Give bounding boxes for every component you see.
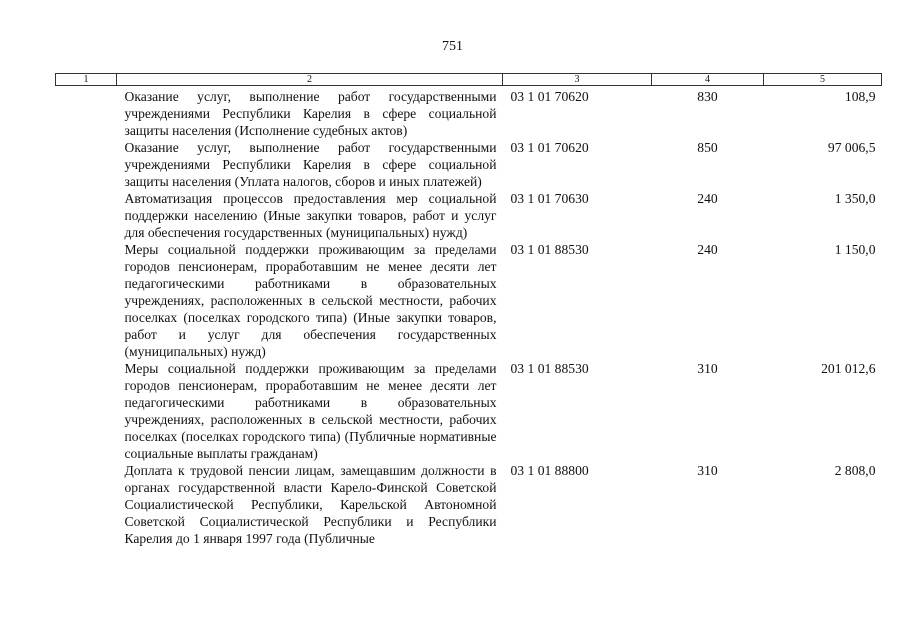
row-amount: 201 012,6 [821,361,876,376]
row-col1 [56,360,117,462]
row-type: 310 [697,361,718,376]
table-row [56,86,882,140]
table-row [56,462,882,547]
column-header-1: 1 [56,74,117,86]
row-col1 [56,86,117,140]
page-number: 751 [442,39,463,54]
row-code: 03 1 01 70630 [510,191,589,206]
row-col1 [56,190,117,241]
row-amount: 1 350,0 [834,191,876,206]
column-header-4: 4 [652,74,764,86]
row-code: 03 1 01 88530 [510,361,589,376]
table-header [56,74,882,86]
column-header-3: 3 [503,74,652,86]
row-description: Автоматизация процессов предоставления мер социальной поддержки населению (Иные закупки товаров, работ и услуг для обеспечения государственных (муниципальных) нужд) [124,191,497,240]
row-code: 03 1 01 88800 [510,463,589,478]
row-code: 03 1 01 70620 [510,89,589,104]
row-code: 03 1 01 70620 [510,140,589,155]
row-type: 240 [697,242,718,257]
row-col1 [56,462,117,547]
row-type: 310 [697,463,718,478]
column-header-2: 2 [117,74,503,86]
header-row [56,74,882,86]
row-description: Доплата к трудовой пенсии лицам, замещавшим должности в органах государственной власти Карело-Финской Советской Социалистической Республики, Карельской Автономной Советской Социалистической Республики и Республики Карелия до 1 января 1997 года (Публичные [124,463,497,546]
row-code: 03 1 01 88530 [510,242,589,257]
table-row [56,139,882,190]
row-description: Меры социальной поддержки проживающим за пределами городов пенсионерам, проработавшим не менее десяти лет педагогическими работниками в образовательных учреждениях, расположенных в сельской местности, рабочих поселках (поселках городского типа) (Иные закупки товаров, работ и услуг для обеспечения государственных (муниципальных) нужд) [124,242,497,359]
table-row [56,241,882,360]
budget-table [55,73,882,547]
row-amount: 2 808,0 [834,463,876,478]
row-amount: 1 150,0 [834,242,876,257]
row-col1 [56,139,117,190]
row-type: 240 [697,191,718,206]
row-amount: 108,9 [844,89,876,104]
row-amount: 97 006,5 [827,140,876,155]
row-description: Меры социальной поддержки проживающим за пределами городов пенсионерам, проработавшим не менее десяти лет педагогическими работниками в образовательных учреждениях, расположенных в сельской местности, рабочих поселках (поселках городского типа) (Публичные нормативные социальные выплаты гражданам) [124,361,497,461]
row-description: Оказание услуг, выполнение работ государственными учреждениями Республики Карелия в сфере социальной защиты населения (Уплата налогов, сборов и иных платежей) [124,140,497,189]
table-row [56,190,882,241]
column-header-5: 5 [764,74,882,86]
row-description: Оказание услуг, выполнение работ государственными учреждениями Республики Карелия в сфере социальной защиты населения (Исполнение судебных актов) [124,89,497,138]
row-type: 830 [697,89,718,104]
row-col1 [56,241,117,360]
table-row [56,360,882,462]
table-body [56,86,882,548]
row-type: 850 [697,140,718,155]
